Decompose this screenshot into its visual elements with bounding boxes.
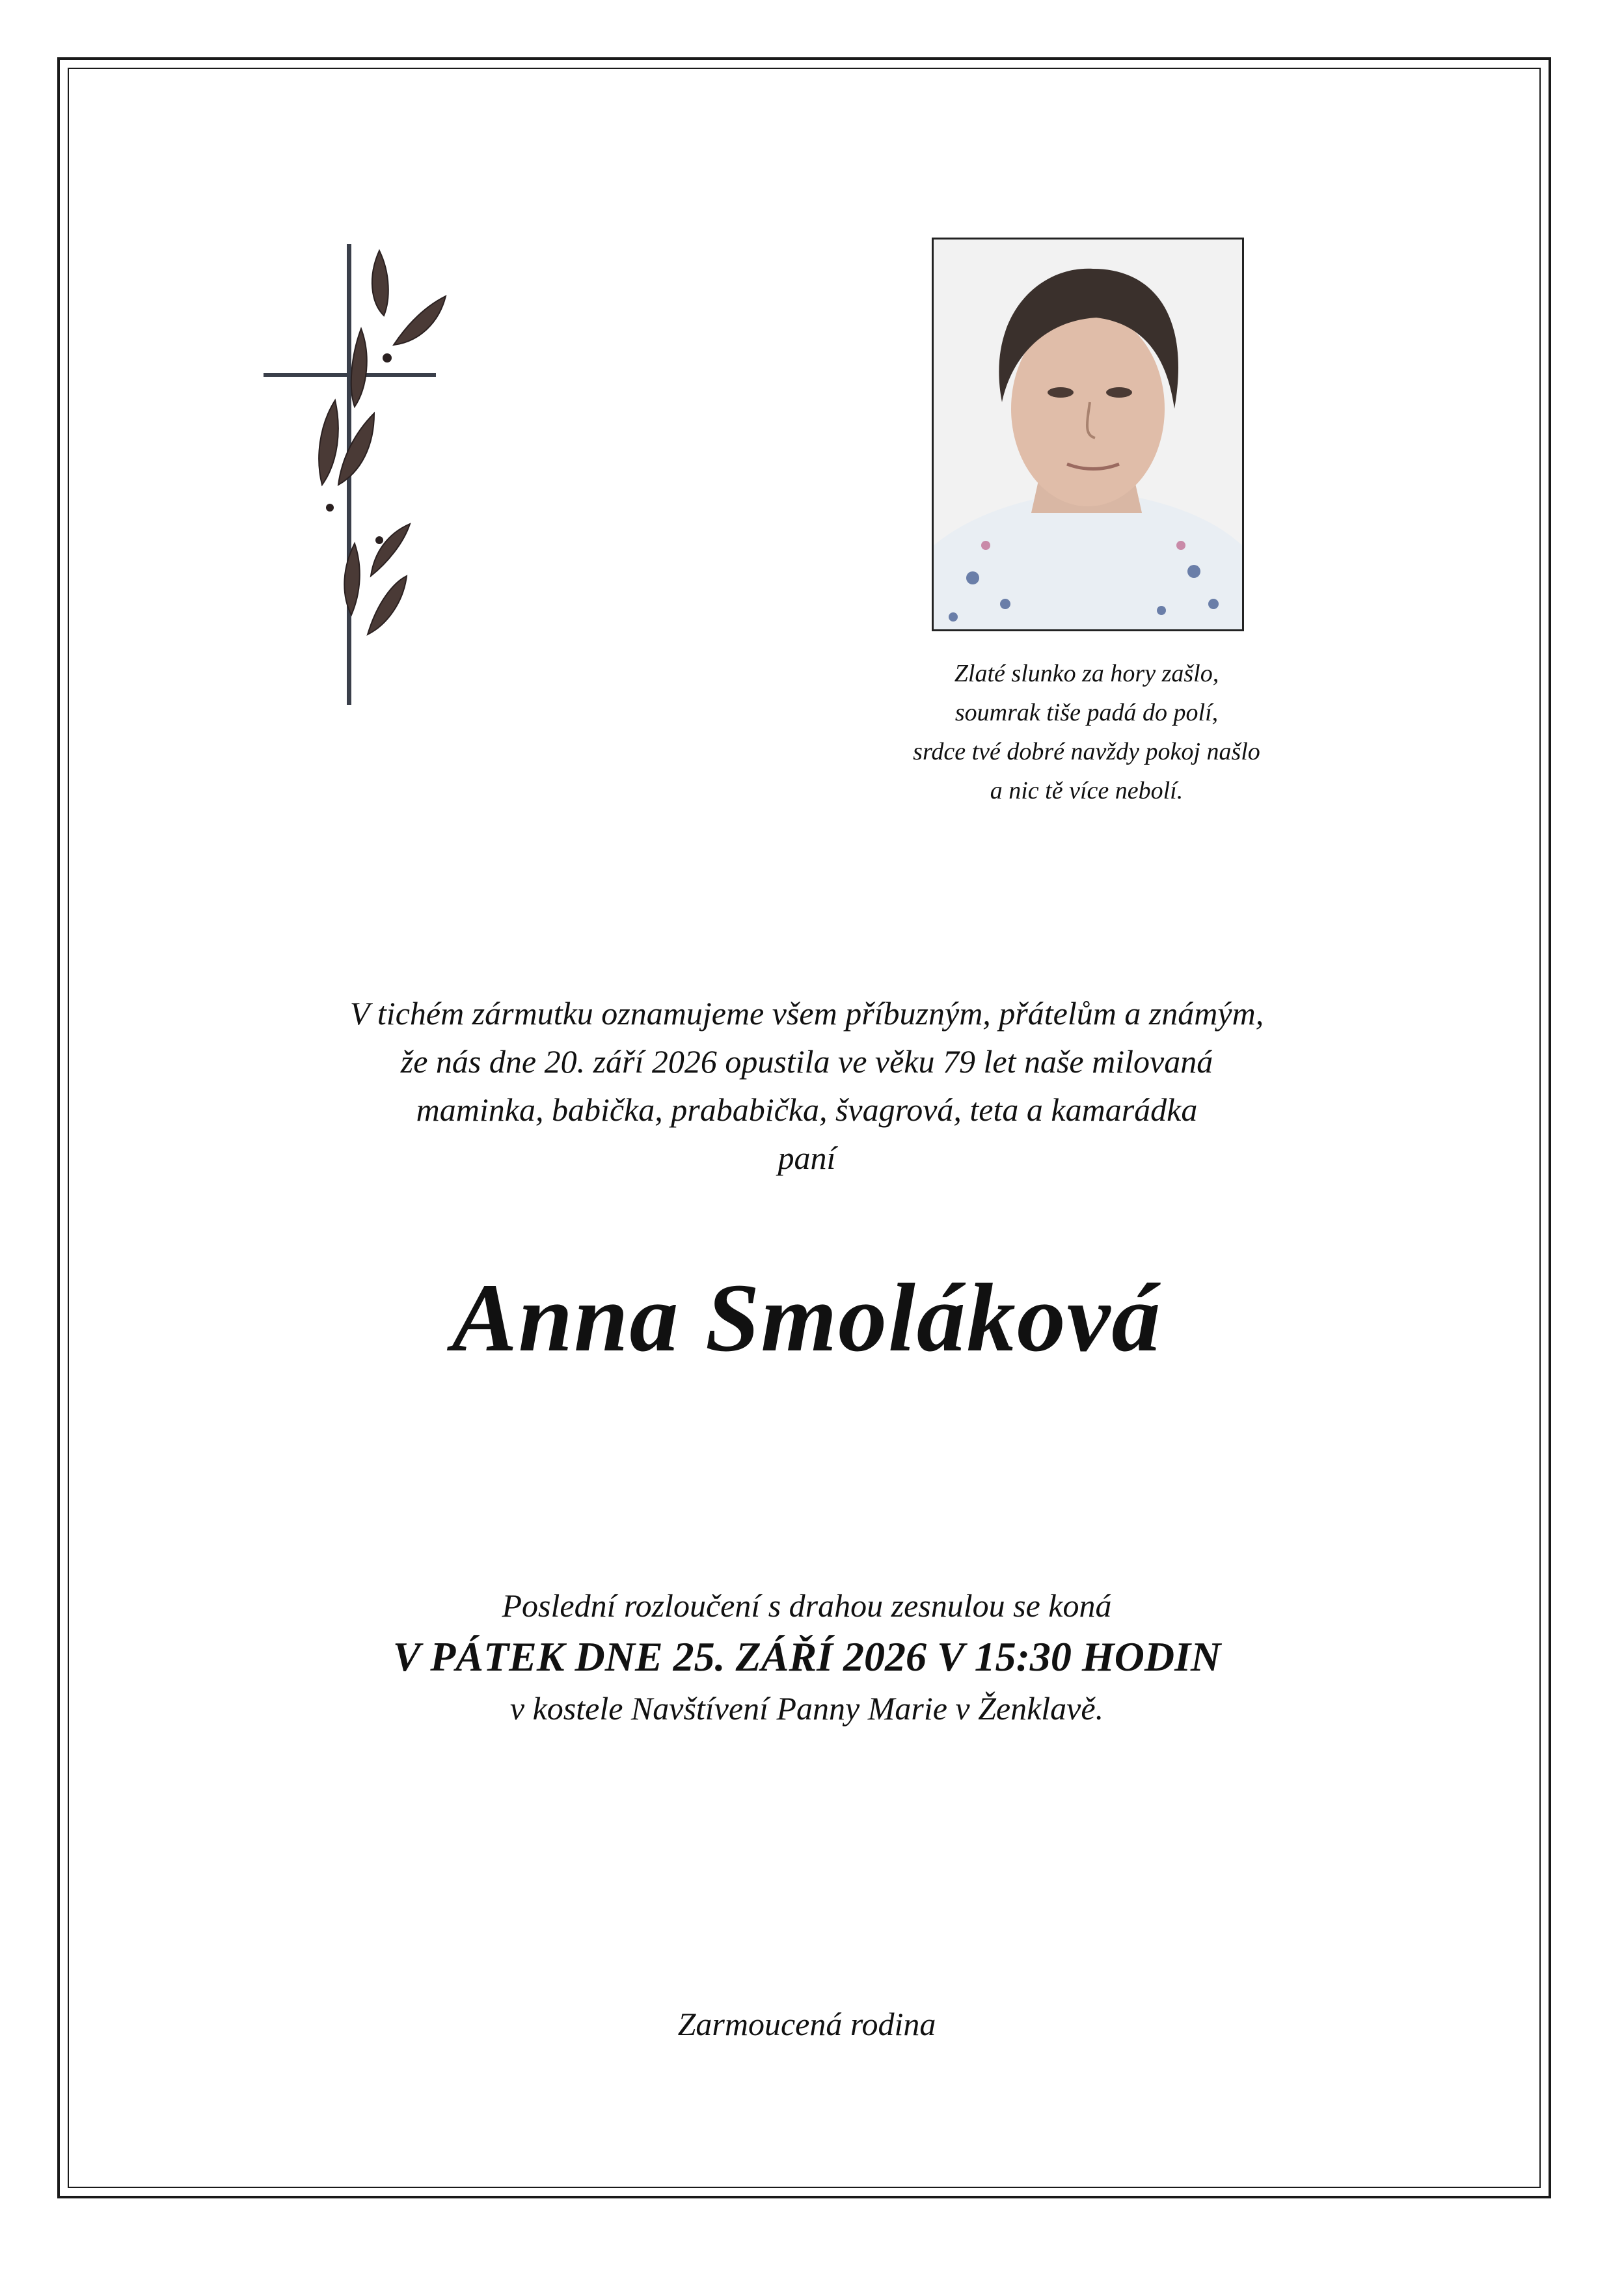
announcement-line: maminka, babička, prababička, švagrová, teta a kamarádka	[416, 1091, 1198, 1128]
announcement-line: V tichém zármutku oznamujeme všem příbuzným, přátelům a známým,	[349, 995, 1264, 1032]
funeral-datetime: V PÁTEK DNE 25. ZÁŘÍ 2026 V 15:30 HODIN	[392, 1634, 1221, 1680]
verse-line: Zlaté slunko za hory zašlo,	[954, 660, 1219, 687]
death-announcement	[195, 989, 1418, 1182]
verse-line: soumrak tiše padá do polí,	[954, 699, 1219, 726]
announcement-line: že nás dne 20. září 2026 opustila ve věku 79 let naše milovaná	[400, 1043, 1213, 1080]
signature: Zarmoucená rodina	[677, 2006, 936, 2042]
funeral-intro: Poslední rozloučení s drahou zesnulou se koná	[502, 1587, 1112, 1624]
funeral-place: v kostele Navštívení Panny Marie v Ženklavě.	[509, 1690, 1104, 1727]
verse-line: srdce tvé dobré navždy pokoj našlo	[913, 738, 1260, 765]
verse-line: a nic tě více nebolí.	[990, 777, 1184, 804]
deceased-name: Anna Smoláková	[452, 1264, 1162, 1372]
portrait-photo	[932, 238, 1244, 631]
funeral-info	[195, 1581, 1418, 1732]
memorial-verse	[839, 654, 1334, 810]
cross-with-leaves-icon	[257, 238, 459, 706]
announcement-line: paní	[778, 1140, 836, 1176]
